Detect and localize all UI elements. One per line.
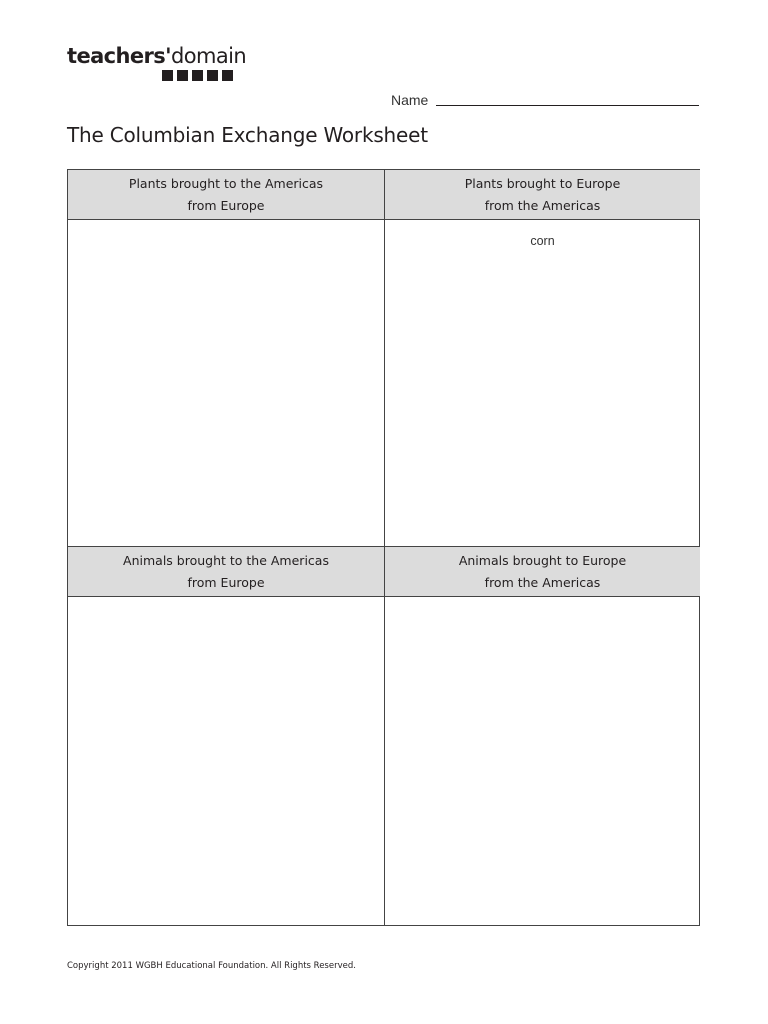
name-field (391, 92, 699, 108)
worksheet-table (67, 169, 700, 926)
logo-bold-text: teachers' (67, 44, 171, 68)
row-divider (68, 546, 699, 547)
copyright-footer: Copyright 2011 WGBH Educational Foundation. All Rights Reserved. (67, 961, 356, 971)
heading-animals-to-americas-text: Animals brought to the Americas from Europe (123, 552, 329, 590)
heading-plants-to-americas (68, 170, 384, 219)
row-divider (68, 219, 699, 220)
name-write-line[interactable] (436, 105, 699, 106)
heading-animals-to-americas (68, 547, 384, 596)
logo-blocks-icon (162, 70, 233, 81)
heading-plants-to-europe (385, 170, 700, 219)
logo-light-text: domain (170, 44, 247, 68)
heading-animals-to-europe-text: Animals brought to Europe from the Americas (458, 552, 627, 590)
row-divider (68, 596, 699, 597)
heading-animals-to-europe (385, 547, 700, 596)
heading-plants-to-americas-text: Plants brought to the Americas from Europe (128, 175, 324, 213)
teachers-domain-logo (67, 44, 246, 68)
page-title: The Columbian Exchange Worksheet (67, 123, 428, 147)
column-divider (384, 170, 385, 925)
heading-plants-to-europe-text: Plants brought to Europe from the Americas (464, 175, 621, 213)
name-label: Name (391, 92, 429, 108)
answer-plants-to-europe[interactable]: corn (530, 234, 555, 248)
